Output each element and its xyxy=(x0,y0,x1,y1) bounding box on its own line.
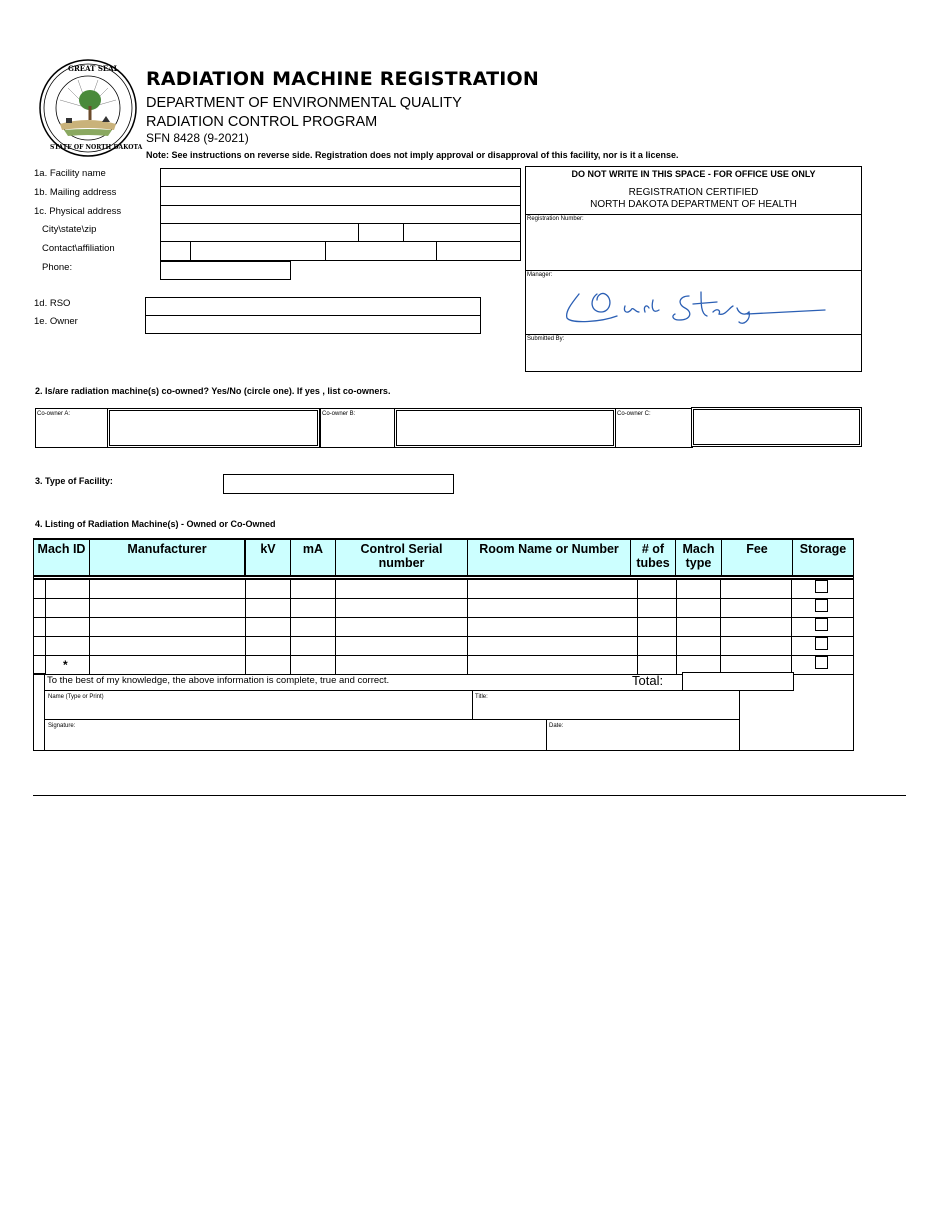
machines-heading: 4. Listing of Radiation Machine(s) - Owned or Co-Owned xyxy=(35,519,276,529)
table-cell[interactable] xyxy=(676,636,721,656)
contact-affiliation-field[interactable] xyxy=(436,241,521,261)
col-type-text-2: type xyxy=(685,556,712,570)
facility-type-label: 3. Type of Facility: xyxy=(35,476,113,486)
state-seal xyxy=(38,58,143,158)
table-cell[interactable] xyxy=(335,598,468,618)
table-cell[interactable] xyxy=(637,598,677,618)
col-room xyxy=(467,539,631,576)
contact-label: Contact\affiliation xyxy=(42,243,115,254)
col-ma xyxy=(290,539,336,576)
table-cell[interactable] xyxy=(467,598,638,618)
col-tubes-text-2: tubes xyxy=(636,556,670,570)
table-cell[interactable] xyxy=(720,579,792,599)
col-kv-text: kV xyxy=(260,542,276,556)
col-tubes-text-1: # of xyxy=(641,542,665,556)
owner-label: 1e. Owner xyxy=(34,316,78,327)
table-cell[interactable] xyxy=(89,598,246,618)
col-mach-type xyxy=(675,539,722,576)
table-cell[interactable] xyxy=(467,617,638,637)
storage-checkbox[interactable] xyxy=(815,599,828,612)
storage-checkbox[interactable] xyxy=(815,656,828,669)
name-field[interactable] xyxy=(44,690,473,720)
table-cell[interactable] xyxy=(720,598,792,618)
col-ma-text: mA xyxy=(302,542,324,556)
table-cell[interactable] xyxy=(245,617,291,637)
table-cell[interactable] xyxy=(245,579,291,599)
form-number: SFN 8428 (9-2021) xyxy=(146,131,249,145)
table-cell[interactable] xyxy=(290,579,336,599)
office-use-box xyxy=(525,166,862,372)
col-type-text-1: Mach xyxy=(682,542,715,556)
manager-label: Manager: xyxy=(527,272,553,278)
form-note: Note: See instructions on reverse side. Registration does not imply approval or disapproval of this facility, nor is it a license. xyxy=(146,150,679,160)
table-cell[interactable] xyxy=(335,617,468,637)
mailing-address-label: 1b. Mailing address xyxy=(34,187,117,198)
zip-field[interactable] xyxy=(403,223,521,242)
facility-name-label: 1a. Facility name xyxy=(34,168,106,179)
nd-department-health: NORTH DAKOTA DEPARTMENT OF HEALTH xyxy=(590,199,797,210)
manager-signature xyxy=(561,282,841,332)
phone-field[interactable] xyxy=(160,261,291,280)
col-serial-text-2: number xyxy=(378,556,425,570)
coowner-b-label-cell xyxy=(320,408,396,448)
col-fee-text: Fee xyxy=(746,542,768,556)
facility-type-field[interactable] xyxy=(223,474,454,494)
facility-name-field[interactable] xyxy=(160,168,521,187)
table-cell[interactable] xyxy=(89,579,246,599)
col-mach-id xyxy=(33,539,90,576)
phone-label: Phone: xyxy=(42,262,73,273)
table-cell[interactable] xyxy=(45,636,90,656)
table-cell[interactable] xyxy=(290,636,336,656)
table-cell[interactable] xyxy=(89,655,246,675)
col-room-text: Room Name or Number xyxy=(479,542,619,556)
mailing-address-field[interactable] xyxy=(160,186,521,206)
divider xyxy=(526,334,861,335)
table-cell[interactable] xyxy=(676,598,721,618)
col-tubes xyxy=(630,539,676,576)
table-cell[interactable] xyxy=(467,579,638,599)
signature-label: Signature: xyxy=(48,723,76,729)
physical-address-field[interactable] xyxy=(160,205,521,224)
table-cell[interactable] xyxy=(290,655,336,675)
coowner-c-label-cell xyxy=(615,408,693,448)
owner-field[interactable] xyxy=(145,315,481,334)
coowner-c-label: Co-owner C: xyxy=(617,411,651,417)
seal-text-bottom: STATE OF NORTH DAKOTA xyxy=(50,144,143,151)
signature-field[interactable] xyxy=(44,719,547,751)
table-cell[interactable] xyxy=(637,655,677,675)
table-cell[interactable] xyxy=(637,617,677,637)
divider xyxy=(526,214,861,215)
page-rule xyxy=(33,795,906,796)
storage-checkbox[interactable] xyxy=(815,637,828,650)
form-title: RADIATION MACHINE REGISTRATION xyxy=(146,68,539,90)
storage-checkbox[interactable] xyxy=(815,618,828,631)
coowner-b-field[interactable] xyxy=(394,408,616,448)
coowner-a-field[interactable] xyxy=(107,408,320,448)
seal-text-top: GREAT SEAL xyxy=(68,64,119,73)
total-field[interactable] xyxy=(682,672,794,691)
department-name: DEPARTMENT OF ENVIRONMENTAL QUALITY xyxy=(146,95,462,111)
rso-label: 1d. RSO xyxy=(34,298,71,309)
coowner-c-field[interactable] xyxy=(691,407,862,447)
contact-title-field[interactable] xyxy=(325,241,437,261)
table-cell[interactable] xyxy=(245,655,291,675)
table-cell[interactable] xyxy=(45,598,90,618)
certification-statement: To the best of my knowledge, the above information is complete, true and correct. xyxy=(47,675,390,686)
divider xyxy=(526,270,861,271)
col-manufacturer-text: Manufacturer xyxy=(127,542,207,556)
program-name: RADIATION CONTROL PROGRAM xyxy=(146,114,378,130)
table-cell[interactable] xyxy=(45,617,90,637)
col-storage-text: Storage xyxy=(799,542,847,556)
table-cell[interactable] xyxy=(89,636,246,656)
coowner-question: 2. Is/are radiation machine(s) co-owned? Yes/No (circle one). If yes , list co-owners. xyxy=(35,386,391,396)
registration-certified: REGISTRATION CERTIFIED xyxy=(628,187,759,198)
table-cell[interactable] xyxy=(89,617,246,637)
col-manufacturer xyxy=(89,539,245,576)
table-cell[interactable] xyxy=(637,636,677,656)
table-cell[interactable] xyxy=(676,579,721,599)
submitted-by-label: Submitted By: xyxy=(527,336,565,342)
new-row-marker: * xyxy=(63,658,68,672)
table-cell[interactable] xyxy=(290,617,336,637)
table-cell[interactable] xyxy=(467,655,638,675)
table-cell[interactable] xyxy=(335,636,468,656)
table-cell[interactable] xyxy=(637,579,677,599)
name-label: Name (Type or Print) xyxy=(48,694,104,700)
col-storage xyxy=(792,539,854,576)
table-cell[interactable] xyxy=(245,598,291,618)
coowner-a-label-cell xyxy=(35,408,109,448)
table-cell[interactable] xyxy=(720,636,792,656)
city-state-zip-label: City\state\zip xyxy=(42,224,97,235)
table-cell[interactable] xyxy=(720,617,792,637)
physical-address-label: 1c. Physical address xyxy=(34,206,122,217)
col-mach-id-text: Mach ID xyxy=(37,542,86,556)
office-use-heading: DO NOT WRITE IN THIS SPACE - FOR OFFICE USE ONLY xyxy=(571,169,816,179)
col-fee xyxy=(721,539,793,576)
date-label: Date: xyxy=(549,723,564,729)
registration-number-label: Registration Number: xyxy=(527,216,584,222)
date-field[interactable] xyxy=(546,719,740,751)
table-cell[interactable] xyxy=(467,636,638,656)
col-kv xyxy=(245,539,291,576)
storage-checkbox[interactable] xyxy=(815,580,828,593)
col-serial-text-1: Control Serial xyxy=(360,542,443,556)
title-label: Title: xyxy=(475,694,488,700)
contact-prefix-field[interactable] xyxy=(160,241,191,261)
table-cell[interactable] xyxy=(290,598,336,618)
table-cell[interactable] xyxy=(45,579,90,599)
city-field[interactable] xyxy=(160,223,359,242)
table-cell[interactable] xyxy=(335,655,468,675)
coowner-b-label: Co-owner B: xyxy=(322,411,356,417)
title-field[interactable] xyxy=(472,690,740,720)
table-cell[interactable] xyxy=(245,636,291,656)
coowner-a-label: Co-owner A: xyxy=(37,411,71,417)
state-field[interactable] xyxy=(358,223,404,242)
table-cell[interactable] xyxy=(676,617,721,637)
rso-field[interactable] xyxy=(145,297,481,316)
table-cell[interactable] xyxy=(335,579,468,599)
total-label: Total: xyxy=(632,673,664,688)
contact-name-field[interactable] xyxy=(190,241,326,261)
col-control-serial xyxy=(335,539,468,576)
